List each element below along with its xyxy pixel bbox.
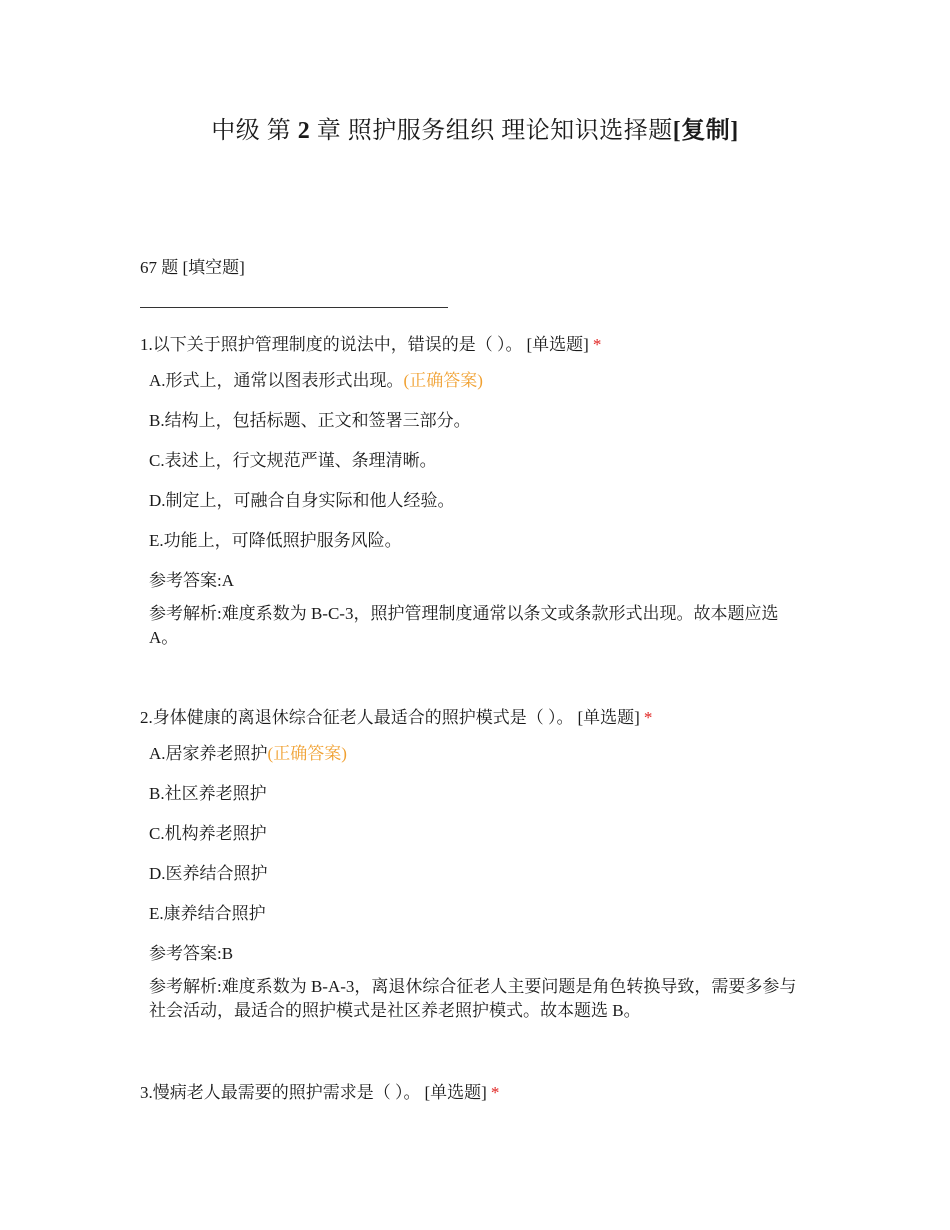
title-copy-tag: [复制]	[672, 118, 739, 144]
divider-line	[140, 307, 448, 308]
option-text: A.居家养老照护	[149, 744, 268, 763]
question-stem	[140, 707, 820, 729]
title-chapter-number: 2	[297, 118, 311, 144]
page-title	[0, 110, 950, 145]
correct-answer-tag: (正确答案)	[403, 371, 483, 390]
question-type: [单选题]	[424, 1083, 487, 1102]
option-e	[149, 530, 820, 570]
option-text: B.社区养老照护	[149, 784, 267, 803]
option-c	[149, 450, 820, 490]
option-list	[140, 743, 820, 943]
title-middle: 章 照护服务组织 理论知识选择题	[316, 118, 673, 144]
question-1	[140, 334, 820, 650]
reference-analysis: 参考解析:难度系数为 B-C-3，照护管理制度通常以条文或条款形式出现。故本题应选 A。	[149, 604, 779, 647]
question-stem-text: 2.身体健康的离退休综合征老人最适合的照护模式是（ ）。	[140, 708, 574, 727]
option-text: A.形式上，通常以图表形式出现。	[149, 371, 404, 390]
required-star: *	[643, 708, 653, 727]
question-2	[140, 707, 820, 1023]
option-d	[149, 490, 820, 530]
question-3	[140, 1082, 820, 1104]
option-text: C.表述上，行文规范严谨、条理清晰。	[149, 451, 437, 470]
option-list	[140, 370, 820, 570]
title-prefix: 中级 第	[211, 118, 292, 144]
option-text: D.制定上，可融合自身实际和他人经验。	[149, 491, 455, 510]
reference-answer: 参考答案:B	[149, 944, 234, 963]
required-star: *	[592, 335, 602, 354]
question-type: [单选题]	[577, 708, 640, 727]
option-e	[149, 903, 820, 943]
option-a	[149, 370, 820, 410]
option-b	[149, 783, 820, 823]
required-star: *	[490, 1083, 500, 1102]
question-stem-text: 1.以下关于照护管理制度的说法中，错误的是（ ）。	[140, 335, 523, 354]
reference-answer: 参考答案:A	[149, 571, 234, 590]
option-c	[149, 823, 820, 863]
question-type: [单选题]	[526, 335, 589, 354]
option-b	[149, 410, 820, 450]
option-text: B.结构上，包括标题、正文和签署三部分。	[149, 411, 471, 430]
reference-analysis: 参考解析:难度系数为 B-A-3，离退休综合征老人主要问题是角色转换导致，需要多参与社会活动，最适合的照护模式是社区养老照护模式。故本题选 B。	[149, 977, 797, 1020]
option-text: D.医养结合照护	[149, 864, 268, 883]
correct-answer-tag: (正确答案)	[267, 744, 347, 763]
question-count: 67 题 [填空题]	[140, 258, 245, 277]
option-text: C.机构养老照护	[149, 824, 267, 843]
question-stem	[140, 1082, 820, 1104]
option-a	[149, 743, 820, 783]
option-text: E.功能上，可降低照护服务风险。	[149, 531, 402, 550]
question-stem	[140, 334, 820, 356]
question-stem-text: 3.慢病老人最需要的照护需求是（ ）。	[140, 1083, 421, 1102]
option-text: E.康养结合照护	[149, 904, 266, 923]
option-d	[149, 863, 820, 903]
